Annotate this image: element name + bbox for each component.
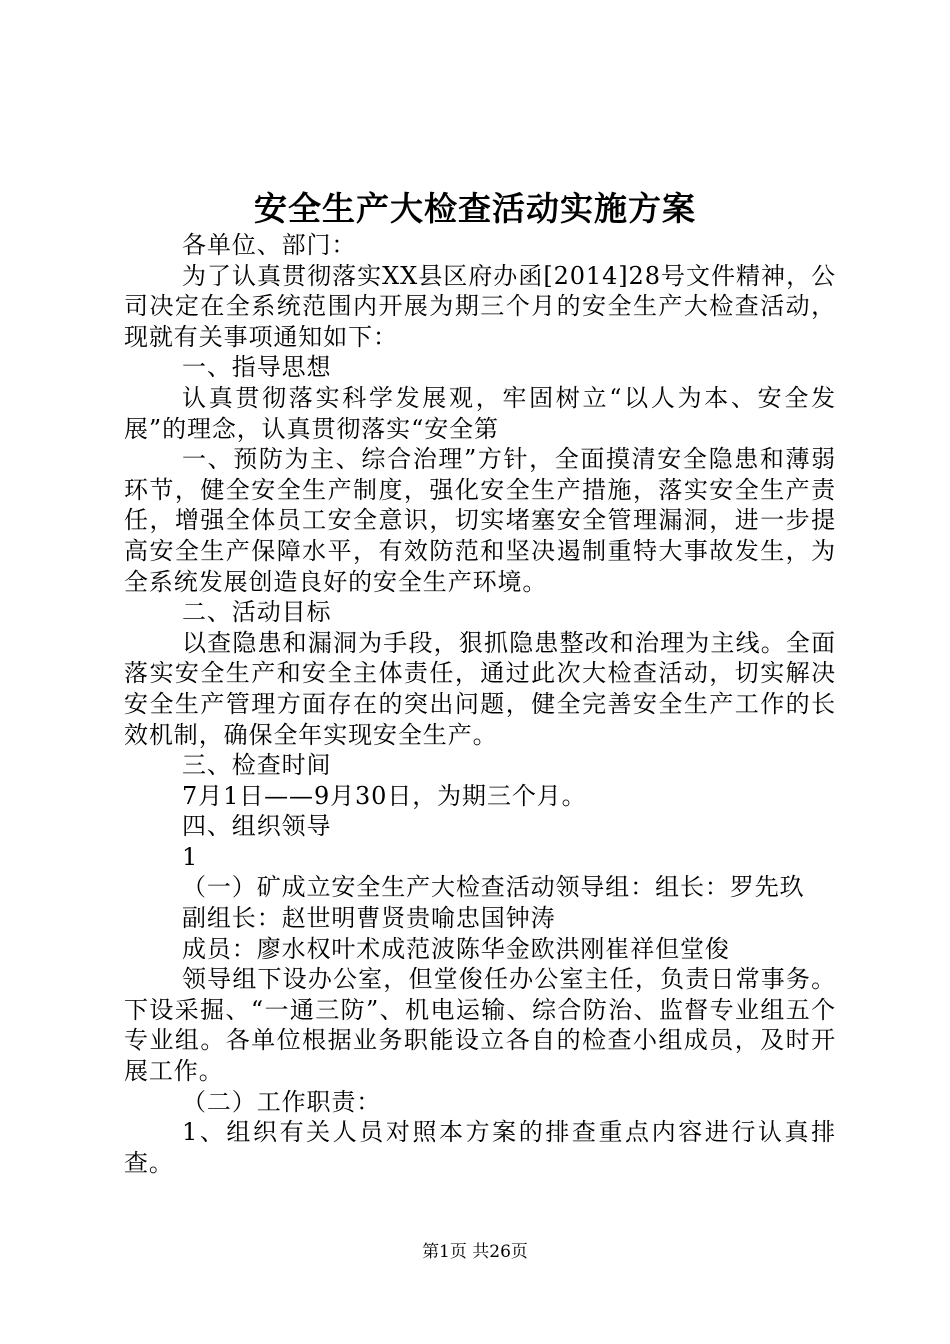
guiding-ideology-paragraph: 认真贯彻落实科学发展观，牢固树立“以人为本、安全发展”的理念，认真贯彻落实“安全第 xyxy=(124,383,836,443)
section-heading-duties: （二）工作职责： xyxy=(182,1087,382,1116)
page-marker-text: 1 xyxy=(182,842,199,871)
section-heading-guiding-ideology: 一、指导思想 xyxy=(182,353,332,382)
guiding-ideology-continuation: 一、预防为主、综合治理”方针，全面摸清安全隐患和薄弱环节，健全安全生产制度，强化安全生产措施，落实安全生产责任，增强全体员工安全意识，切实堵塞安全管理漏洞，进一步提高安全生产保障水平，有效防范和坚决遏制重特大事故发生，为全系统发展创造良好的安全生产环境。 xyxy=(124,445,836,596)
activity-goals-paragraph: 以查隐患和漏洞为手段，狠抓隐患整改和治理为主线。全面落实安全生产和安全主体责任，通过此次大检查活动，切实解决安全生产管理方面存在的突出问题，健全完善安全生产工作的长效机制，确保全年实现安全生产。 xyxy=(124,628,836,749)
duty-item-1: 1、组织有关人员对照本方案的排查重点内容进行认真排查。 xyxy=(124,1118,836,1177)
members-line: 成员：廖水权叶术成范波陈华金欧洪刚崔祥但堂俊 xyxy=(182,934,730,963)
intro-paragraph: 为了认真贯彻落实XX县区府办函[2014]28号文件精神，公司决定在全系统范围内开展为期三个月的安全生产大检查活动，现就有关事项通知如下： xyxy=(124,261,836,351)
inspection-time-paragraph: 7月1日——9月30日，为期三个月。 xyxy=(182,781,587,810)
office-setup-paragraph: 领导组下设办公室，但堂俊任办公室主任，负责日常事务。下设采掘、“一通三防”、机电运输、综合防治、监督专业组五个专业组。各单位根据业务职能设立各自的检查小组成员，及时开展工作。 xyxy=(124,965,836,1086)
deputy-leaders-line: 副组长：赵世明曹贤贵喻忠国钟涛 xyxy=(182,904,556,933)
section-heading-organization: 四、组织领导 xyxy=(182,812,332,841)
section-heading-activity-goals: 二、活动目标 xyxy=(182,598,332,627)
salutation: 各单位、部门： xyxy=(182,231,357,259)
document-body xyxy=(124,230,836,1178)
document-title: 安全生产大检查活动实施方案 xyxy=(254,189,696,228)
page-footer: 第1页 共26页 xyxy=(422,1242,528,1262)
section-heading-inspection-time: 三、检查时间 xyxy=(182,751,332,780)
leadership-group-line: （一）矿成立安全生产大检查活动领导组：组长：罗先玖 xyxy=(182,873,805,902)
